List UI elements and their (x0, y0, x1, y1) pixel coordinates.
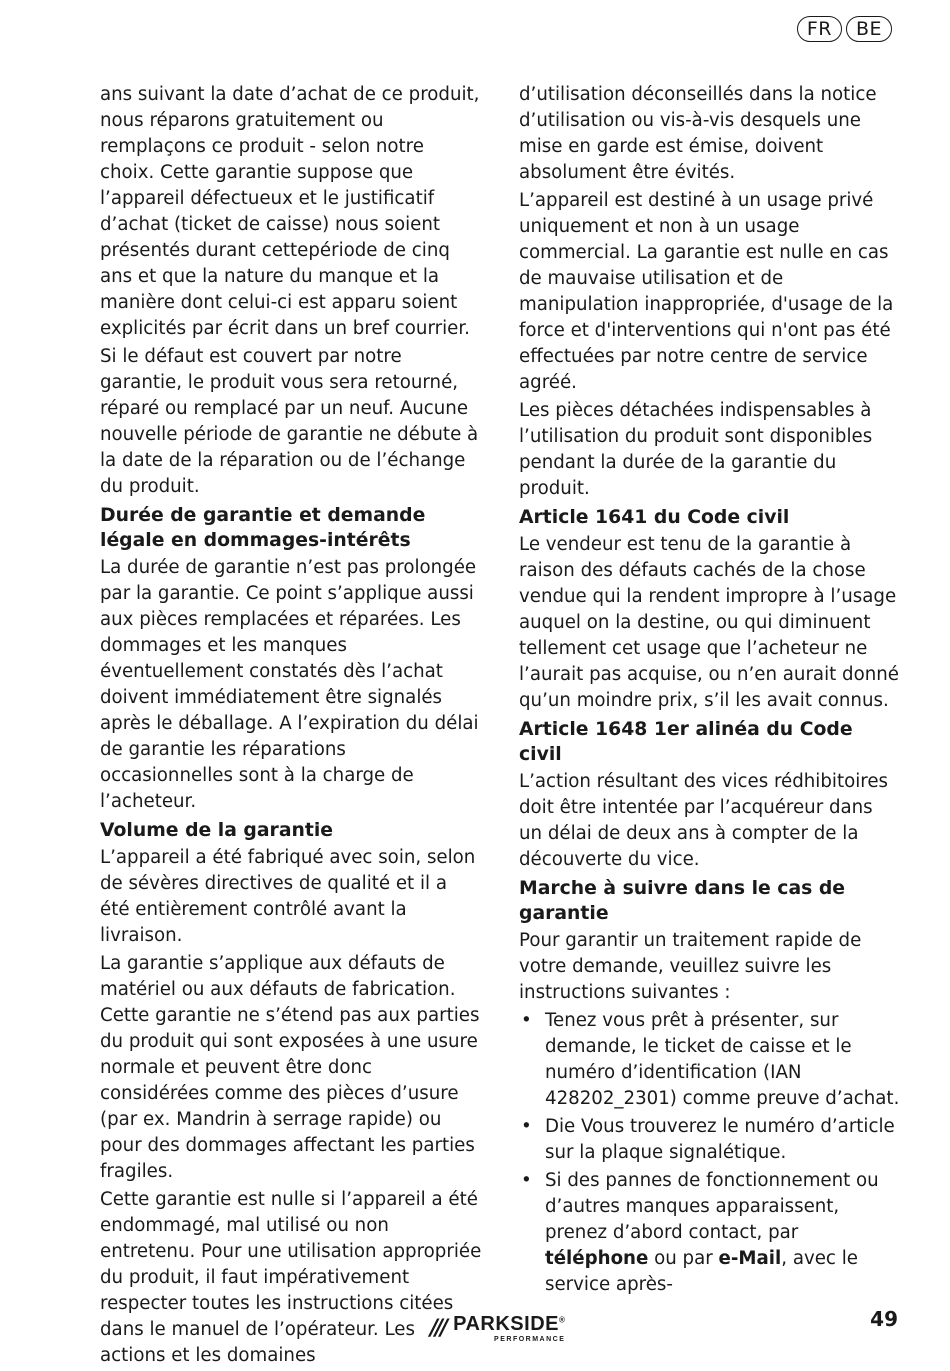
paragraph: Pour garantir un traitement rapide de votre demande, veuillez suivre les instructions suivantes : (519, 930, 862, 1003)
list-item (519, 1008, 901, 1112)
logo-name: PARKSIDE (453, 1313, 559, 1335)
list-item-text: Si des pannes de fonctionnement ou d’autres manques apparaissent, prenez d’abord contact, par (545, 1170, 879, 1243)
paragraph: Si le défaut est couvert par notre garantie, le produit vous sera retourné, réparé ou remplacé par un neuf. Aucune nouvelle période de garantie ne débute à la date de la réparation ou de l’échange du produit. (100, 346, 479, 497)
bullet-icon: • (521, 1010, 532, 1031)
lang-badge-fr: FR (797, 16, 842, 42)
logo-wordmark (453, 1314, 565, 1343)
logo-subtitle: PERFORMANCE (494, 1336, 566, 1343)
bullet-icon: • (521, 1116, 532, 1137)
instruction-list (519, 1008, 901, 1298)
logo-slashes-icon: /// (430, 1316, 446, 1341)
section-heading: Article 1641 du Code civil (519, 507, 790, 528)
section-heading: Marche à suivre dans le cas de garantie (519, 878, 846, 924)
list-item-text: Die Vous trouverez le numéro d’article sur la plaque signalétique. (545, 1116, 895, 1163)
page-number: 49 (870, 1307, 898, 1331)
email-emphasis: e-Mail (718, 1248, 782, 1269)
list-item-text: ou par (648, 1248, 719, 1269)
paragraph: Les pièces détachées indispensables à l’utilisation du produit sont disponibles pendant la durée de la garantie du produit. (519, 400, 873, 499)
language-badges (797, 16, 892, 42)
section-heading: Article 1648 1er alinéa du Code civil (519, 719, 853, 765)
parkside-logo (430, 1314, 565, 1343)
paragraph: Le vendeur est tenu de la garantie à raison des défauts cachés de la chose vendue qui la rendent impropre à l’usage auquel on la destine, ou qui diminuent tellement cet usage que l’acheteur ne l’aurait pas acquise, ou n’en aurait donné qu’un moindre prix, s’il les avait connus. (519, 534, 899, 711)
section-heading: Volume de la garantie (100, 820, 334, 841)
list-item-text: , avec le service après- (545, 1248, 858, 1295)
paragraph: La garantie s’applique aux défauts de matériel ou aux défauts de fabrication. Cette garantie ne s’étend pas aux parties du produit qui sont exposées à une usure normale et peuvent être donc considérées comme des pièces d’usure (par ex. Mandrin à serrage rapide) ou pour des dommages affectant les parties fragiles. (100, 953, 480, 1182)
section-heading: Durée de garantie et demande légale en dommages-intérêts (100, 505, 426, 551)
paragraph: L’appareil a été fabriqué avec soin, selon de sévères directives de qualité et il a été entièrement contrôlé avant la livraison. (100, 847, 476, 946)
paragraph: L’action résultant des vices rédhibitoires doit être intentée par l’acquéreur dans un délai de deux ans à compter de la découverte du vice. (519, 771, 889, 870)
paragraph: Cette garantie est nulle si l’appareil a été endommagé, mal utilisé ou non entretenu. Pour une utilisation appropriée du produit, il faut impérativement respecter toutes les instructions citées dans le manuel de l’opérateur. Les actions et les domaines (100, 1189, 482, 1366)
paragraph: ans suivant la date d’achat de ce produit, nous réparons gratuitement ou remplaçons ce produit - selon notre choix. Cette garantie suppose que l’appareil défectueux et le justificatif d’achat (ticket de caisse) nous soient présentés durant cettepériode de cinq ans et que la nature du manque et la manière dont celui-ci est apparu soient explicités par écrit dans un bref courrier. (100, 84, 480, 339)
phone-emphasis: téléphone (545, 1248, 649, 1269)
paragraph: L’appareil est destiné à un usage privé uniquement et non à un usage commercial. La garantie est nulle en cas de mauvaise utilisation et de manipulation inappropriée, d'usage de la force et d'interventions qui n'ont pas été effectuées par notre centre de service agréé. (519, 190, 894, 393)
paragraph: d’utilisation déconseillés dans la notice d’utilisation ou vis-à-vis desquels une mise en garde est émise, doivent absolument être évités. (519, 84, 877, 183)
list-item (519, 1168, 901, 1298)
registered-mark: ® (558, 1315, 566, 1325)
list-item-text: Tenez vous prêt à présenter, sur demande, le ticket de caisse et le numéro d’identification (IAN 428202_2301) comme preuve d’achat. (545, 1010, 900, 1109)
lang-badge-be: BE (846, 16, 892, 42)
right-column (519, 82, 901, 1300)
left-column (100, 82, 482, 1371)
bullet-icon: • (521, 1170, 532, 1191)
paragraph: La durée de garantie n’est pas prolongée par la garantie. Ce point s’applique aussi aux pièces remplacées et réparées. Les dommages et les manques éventuellement constatés dès l’achat doivent immédiatement être signalés après le déballage. A l’expiration du délai de garantie les réparations occasionnelles sont à la charge de l’acheteur. (100, 557, 479, 812)
list-item (519, 1114, 901, 1166)
